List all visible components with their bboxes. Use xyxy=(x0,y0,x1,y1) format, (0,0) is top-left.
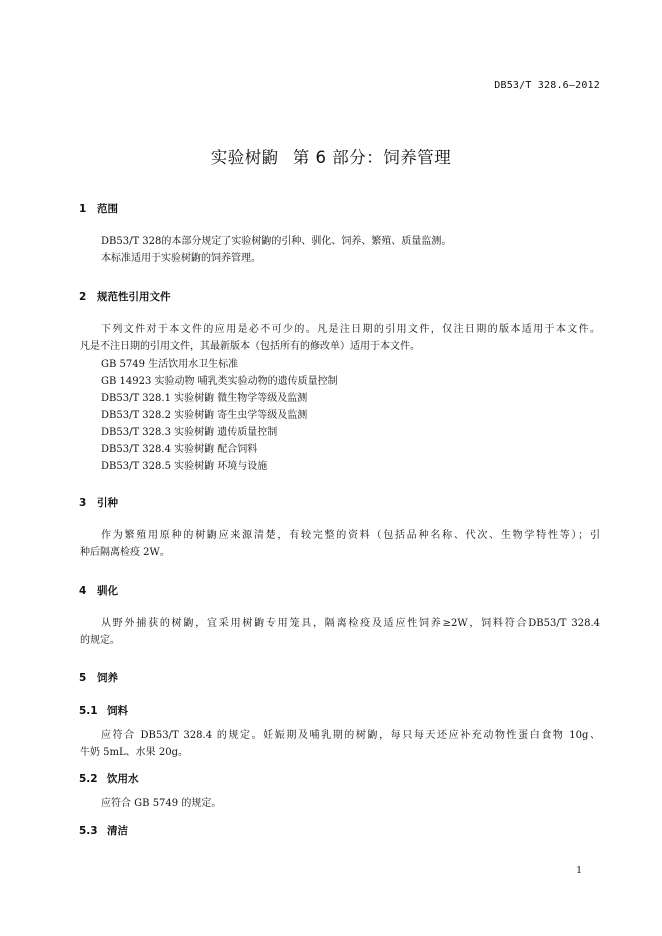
document-title xyxy=(0,144,662,168)
section-3-heading xyxy=(79,495,118,510)
section-title: 规范性引用文件 xyxy=(97,291,171,303)
section-number: 1 xyxy=(79,203,87,215)
section-4-heading xyxy=(79,583,118,598)
page-number: 1 xyxy=(576,866,582,876)
reference-item: DB53/T 328.3 实验树鼩 遗传质量控制 xyxy=(101,427,278,438)
section-title: 驯化 xyxy=(97,585,118,597)
subsection-number: 5.2 xyxy=(79,773,98,785)
reference-item: GB 5749 生活饮用水卫生标准 xyxy=(101,359,239,370)
section-number: 3 xyxy=(79,497,87,509)
subsection-title: 清洁 xyxy=(107,825,128,837)
normative-intro-line-1: 下列文件对于本文件的应用是必不可少的。凡是注日期的引用文件，仅注日期的版本适用于本文件。 xyxy=(101,324,600,335)
section-number: 2 xyxy=(79,291,87,303)
section-5-heading xyxy=(79,670,118,685)
drinking-water-line: 应符合 GB 5749 的规定。 xyxy=(101,798,222,809)
subsection-title: 饮用水 xyxy=(107,773,139,785)
subsection-5-2-heading xyxy=(79,771,139,786)
title-part-1: 实验树鼩 xyxy=(210,148,279,167)
section-title: 范围 xyxy=(97,203,118,215)
domestication-line-2: 的规定。 xyxy=(80,635,120,646)
section-title: 引种 xyxy=(97,497,118,509)
title-part-2: 第 6 部分：饲养管理 xyxy=(292,148,452,167)
section-number: 4 xyxy=(79,585,87,597)
reference-item: GB 14923 实验动物 哺乳类实验动物的遗传质量控制 xyxy=(101,376,338,387)
document-code: DB53/T 328.6—2012 xyxy=(494,80,600,91)
reference-item: DB53/T 328.1 实验树鼩 微生物学等级及监测 xyxy=(101,393,308,404)
reference-item: DB53/T 328.2 实验树鼩 寄生虫学等级及监测 xyxy=(101,410,308,421)
normative-intro-line-2: 凡是不注日期的引用文件，其最新版本（包括所有的修改单）适用于本文件。 xyxy=(80,341,420,352)
subsection-number: 5.1 xyxy=(79,705,98,717)
section-number: 5 xyxy=(79,672,87,684)
subsection-5-3-heading xyxy=(79,823,128,838)
scope-paragraph-1: DB53/T 328的本部分规定了实验树鼩的引种、驯化、饲养、繁殖、质量监测。 xyxy=(101,236,452,247)
subsection-5-1-heading xyxy=(79,703,128,718)
subsection-title: 饲料 xyxy=(107,705,128,717)
domestication-line-1: 从野外捕获的树鼩，宜采用树鼩专用笼具，隔离检疫及适应性饲养≥2W，饲料符合DB53/T 328.4 xyxy=(101,618,600,629)
feed-line-2: 牛奶 5mL、水果 20g。 xyxy=(80,747,188,758)
section-title: 饲养 xyxy=(97,672,118,684)
reference-item: DB53/T 328.4 实验树鼩 配合饲料 xyxy=(101,444,258,455)
introduction-line-1: 作为繁殖用原种的树鼩应来源清楚，有较完整的资料（包括品种名称、代次、生物学特性等）；引 xyxy=(101,530,600,541)
feed-line-1: 应符合 DB53/T 328.4 的规定。妊娠期及哺乳期的树鼩，每只每天还应补充动物性蛋白食物 10g、 xyxy=(101,730,600,741)
scope-paragraph-2: 本标准适用于实验树鼩的饲养管理。 xyxy=(101,253,261,264)
section-2-heading xyxy=(79,289,171,304)
reference-item: DB53/T 328.5 实验树鼩 环境与设施 xyxy=(101,461,268,472)
introduction-line-2: 种后隔离检疫 2W。 xyxy=(80,547,170,558)
section-1-heading xyxy=(79,201,118,216)
subsection-number: 5.3 xyxy=(79,825,98,837)
